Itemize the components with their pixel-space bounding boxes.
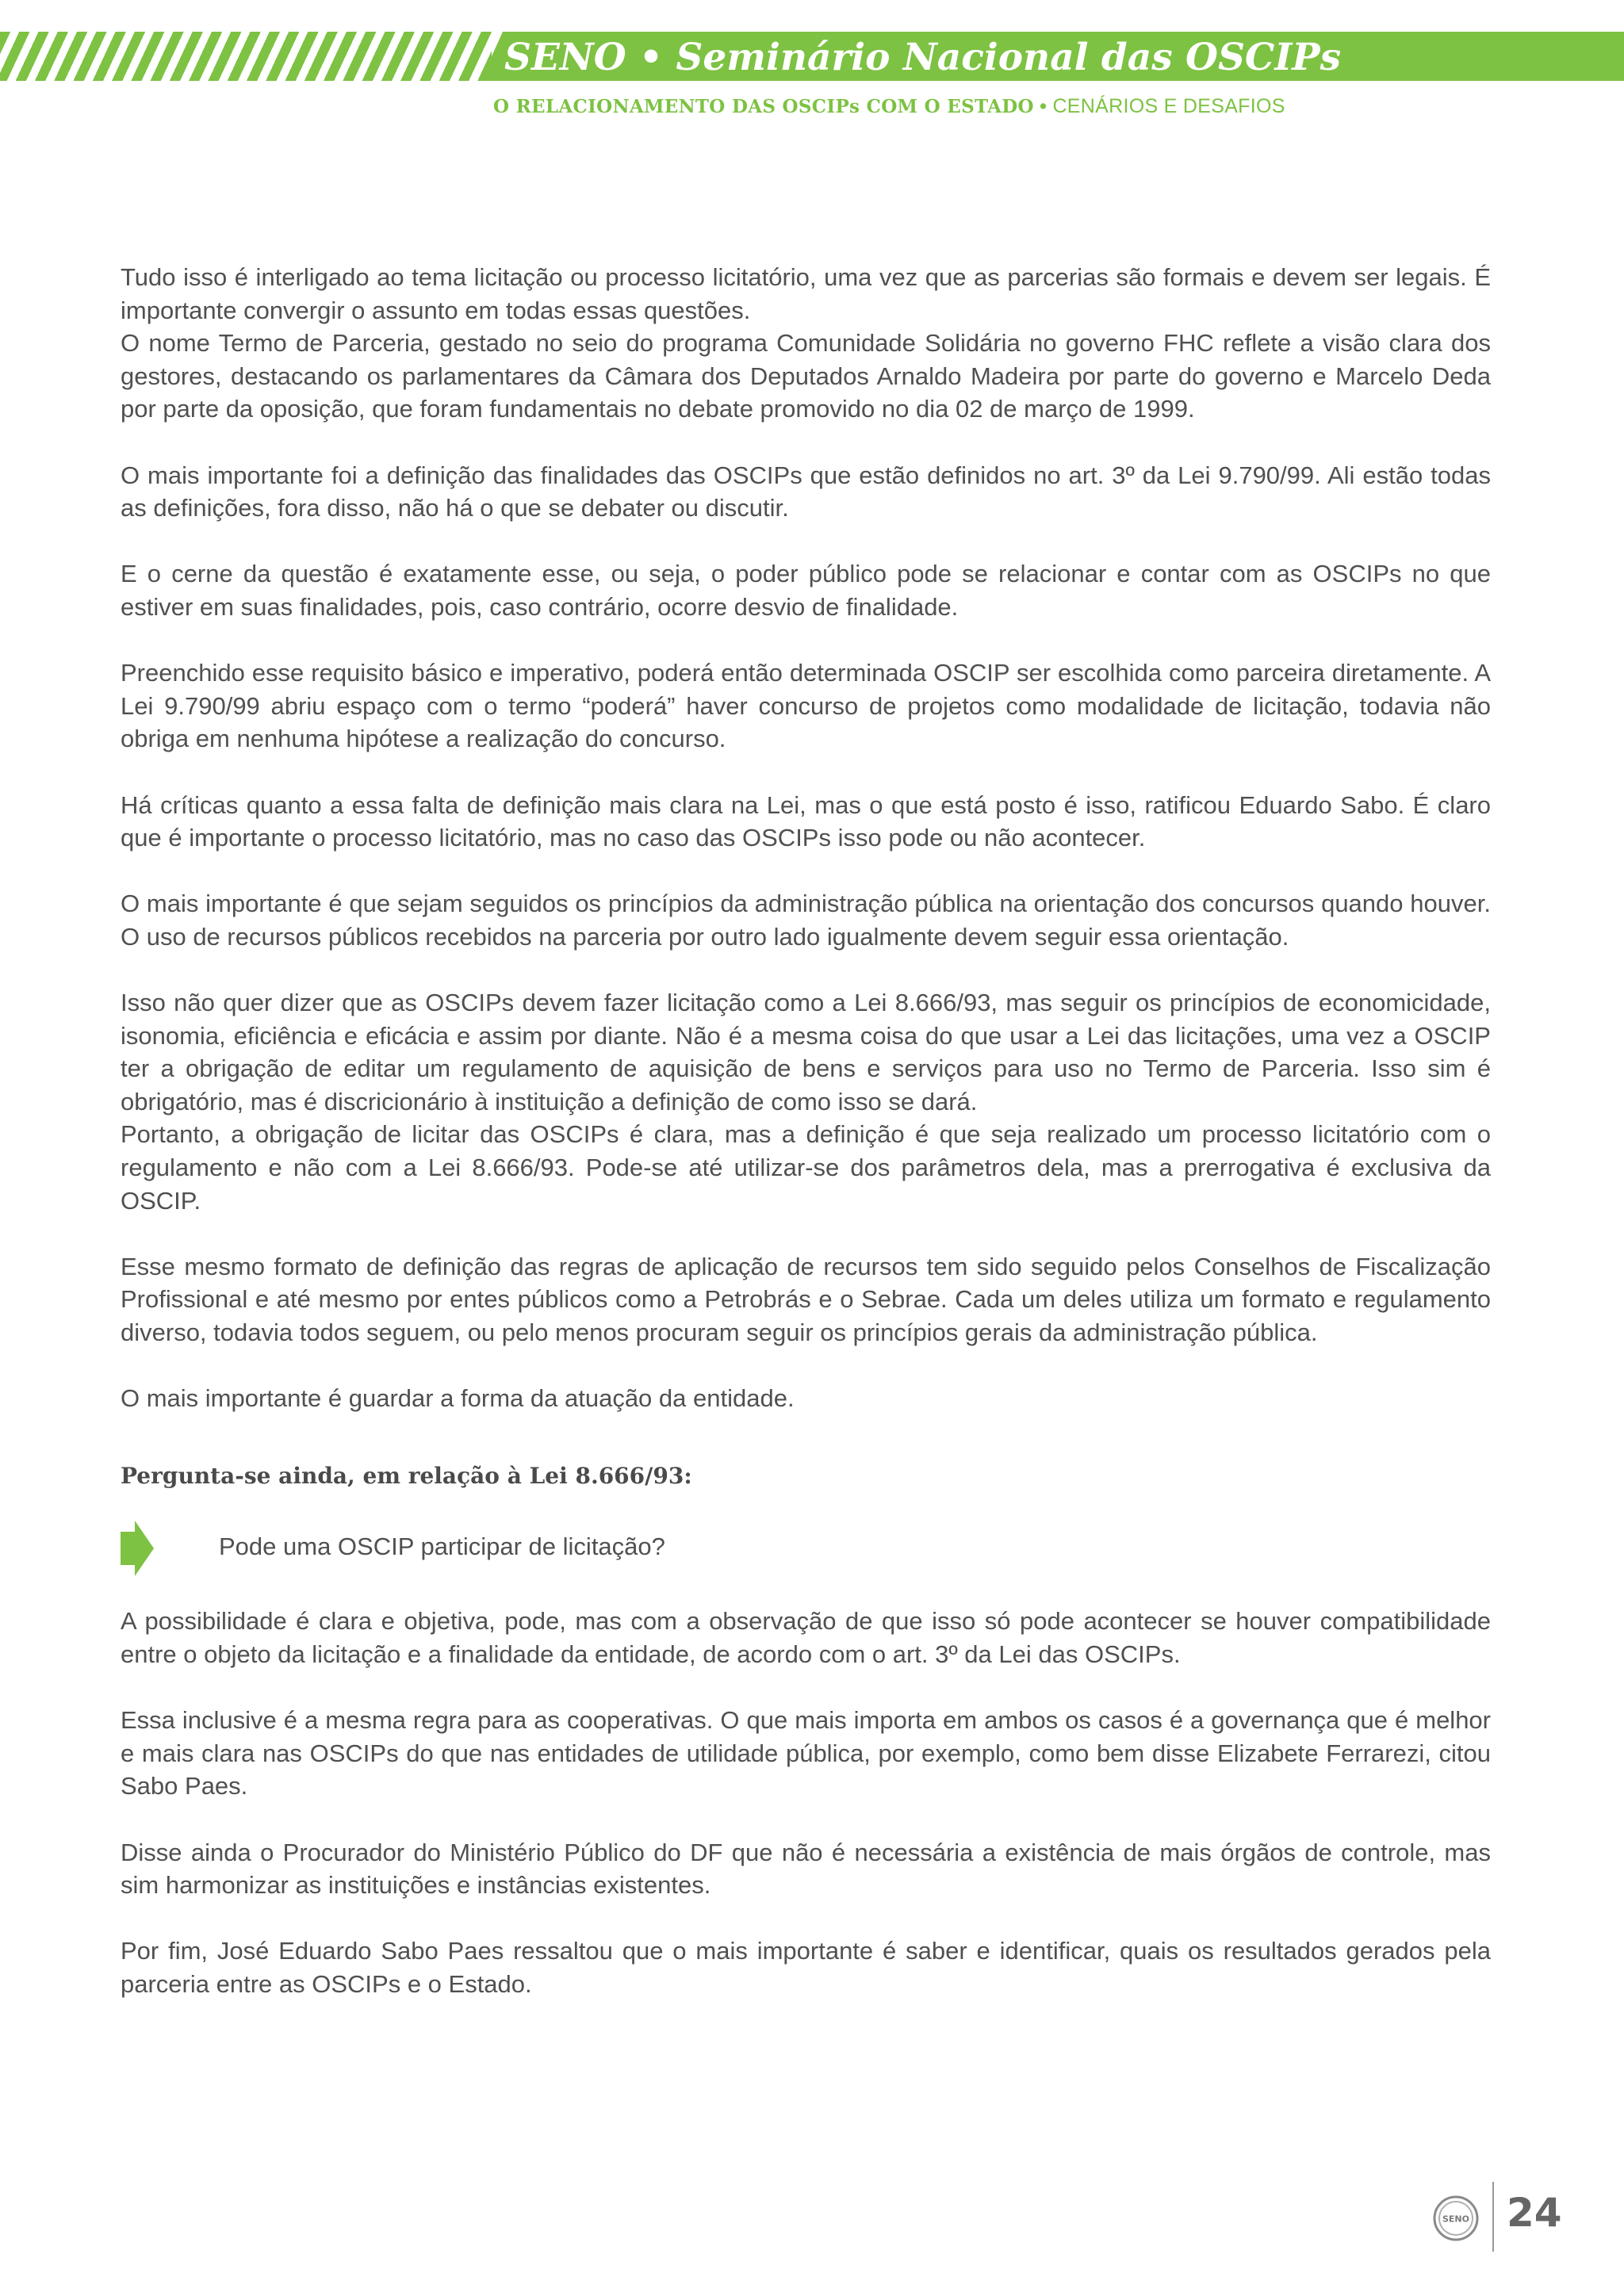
paragraph: Preenchido esse requisito básico e imperativo, poderá então determinada OSCIP ser escolhida como parceira diretamente. A Lei 9.790/99 abriu espaço com o termo “poderá” haver concurso de projetos como modalidade de licitação, todavia não obriga em nenhuma hipótese a realização do concurso. (121, 659, 1491, 753)
paragraph: Por fim, José Eduardo Sabo Paes ressaltou que o mais importante é saber e identificar, quais os resultados gerados pela parceria entre as OSCIPs e o Estado. (121, 1937, 1491, 1998)
paragraph: Isso não quer dizer que as OSCIPs devem fazer licitação como a Lei 8.666/93, mas seguir os princípios de economicidade, isonomia, eficiência e eficácia e assim por diante. Não é a mesma coisa do que usar a Lei das licitações, uma vez a OSCIP ter a obrigação de editar um regulamento de aquisição de bens e serviços para uso no Termo de Parceria. Isso sim é obrigatório, mas é discricionário à instituição a definição de como isso se dará. (121, 989, 1491, 1115)
paragraph: Disse ainda o Procurador do Ministério Público do DF que não é necessária a existência de mais órgãos de controle, mas sim harmonizar as instituições e instâncias existentes. (121, 1838, 1491, 1900)
header-subtitle (493, 95, 1285, 118)
article-body (121, 261, 1491, 2001)
paragraph: E o cerne da questão é exatamente esse, ou seja, o poder público pode se relacionar e contar com as OSCIPs no que estiver em suas finalidades, pois, caso contrário, ocorre desvio de finalidade. (121, 560, 1491, 621)
paragraph: O mais importante foi a definição das finalidades das OSCIPs que estão definidos no art. 3º da Lei 9.790/99. Ali estão todas as definições, fora disso, não há o que se debater ou discutir. (121, 461, 1491, 522)
header-subtitle-secondary: CENÁRIOS E DESAFIOS (1052, 95, 1285, 117)
header-stripes (0, 32, 492, 81)
paragraph: Há críticas quanto a essa falta de definição mais clara na Lei, mas o que está posto é isso, ratificou Eduardo Sabo. É claro que é importante o processo licitatório, mas no caso das OSCIPs isso pode ou não acontecer. (121, 790, 1491, 852)
section-heading: Pergunta-se ainda, em relação à Lei 8.666/93: (121, 1462, 692, 1489)
paragraph: Esse mesmo formato de definição das regras de aplicação de recursos tem sido seguido pelos Conselhos de Fiscalização Profissional e até mesmo por entes públicos como a Petrobrás e o Sebrae. Cada um deles utiliza um formato e regulamento diverso, todavia todos seguem, ou pelo menos procuram seguir os princípios gerais da administração pública. (121, 1252, 1491, 1346)
page-number: 24 (1507, 2190, 1562, 2236)
paragraph: A possibilidade é clara e objetiva, pode, mas com a observação de que isso só pode acontecer se houver compatibilidade entre o objeto da licitação e a finalidade da entidade, de acordo com o art. 3º da Lei das OSCIPs. (121, 1607, 1491, 1668)
footer-divider (1492, 2182, 1494, 2252)
paragraph: Tudo isso é interligado ao tema licitação ou processo licitatório, uma vez que as parcerias são formais e devem ser legais. É importante convergir o assunto em todas essas questões. (121, 263, 1491, 324)
header-subtitle-main: O RELACIONAMENTO DAS OSCIPs COM O ESTADO (493, 96, 1034, 117)
paragraph: O mais importante é que sejam seguidos os princípios da administração pública na orientação dos concursos quando houver. O uso de recursos públicos recebidos na parceria por outro lado igualmente devem seguir essa orientação. (121, 890, 1491, 951)
question-text: Pode uma OSCIP participar de licitação? (219, 1533, 665, 1561)
paragraph: O nome Termo de Parceria, gestado no seio do programa Comunidade Solidária no governo FHC reflete a visão clara dos gestores, destacando os parlamentares da Câmara dos Deputados Arnaldo Madeira por parte do governo e Marcelo Deda por parte da oposição, que foram fundamentais no debate promovido no dia 02 de março de 1999. (121, 329, 1491, 423)
paragraph: O mais importante é guardar a forma da atuação da entidade. (121, 1384, 795, 1413)
arrow-right-icon (121, 1521, 154, 1576)
logo-text: SENO (1442, 2214, 1469, 2225)
paragraph: Portanto, a obrigação de licitar das OSCIPs é clara, mas a definição é que seja realizado um processo licitatório com o regulamento e não com a Lei 8.666/93. Pode-se até utilizar-se dos parâmetros dela, mas a prerrogativa é exclusiva da OSCIP. (121, 1120, 1491, 1215)
seno-logo-icon (1432, 2195, 1480, 2242)
question-item (121, 1521, 1491, 1576)
header-title: SENO • Seminário Nacional das OSCIPs (504, 36, 1342, 79)
paragraph: Essa inclusive é a mesma regra para as cooperativas. O que mais importa em ambos os casos é a governança que é melhor e mais clara nas OSCIPs do que nas entidades de utilidade pública, por exemplo, como bem disse Elizabete Ferrarezi, citou Sabo Paes. (121, 1706, 1491, 1800)
header-subtitle-separator: • (1040, 95, 1048, 117)
